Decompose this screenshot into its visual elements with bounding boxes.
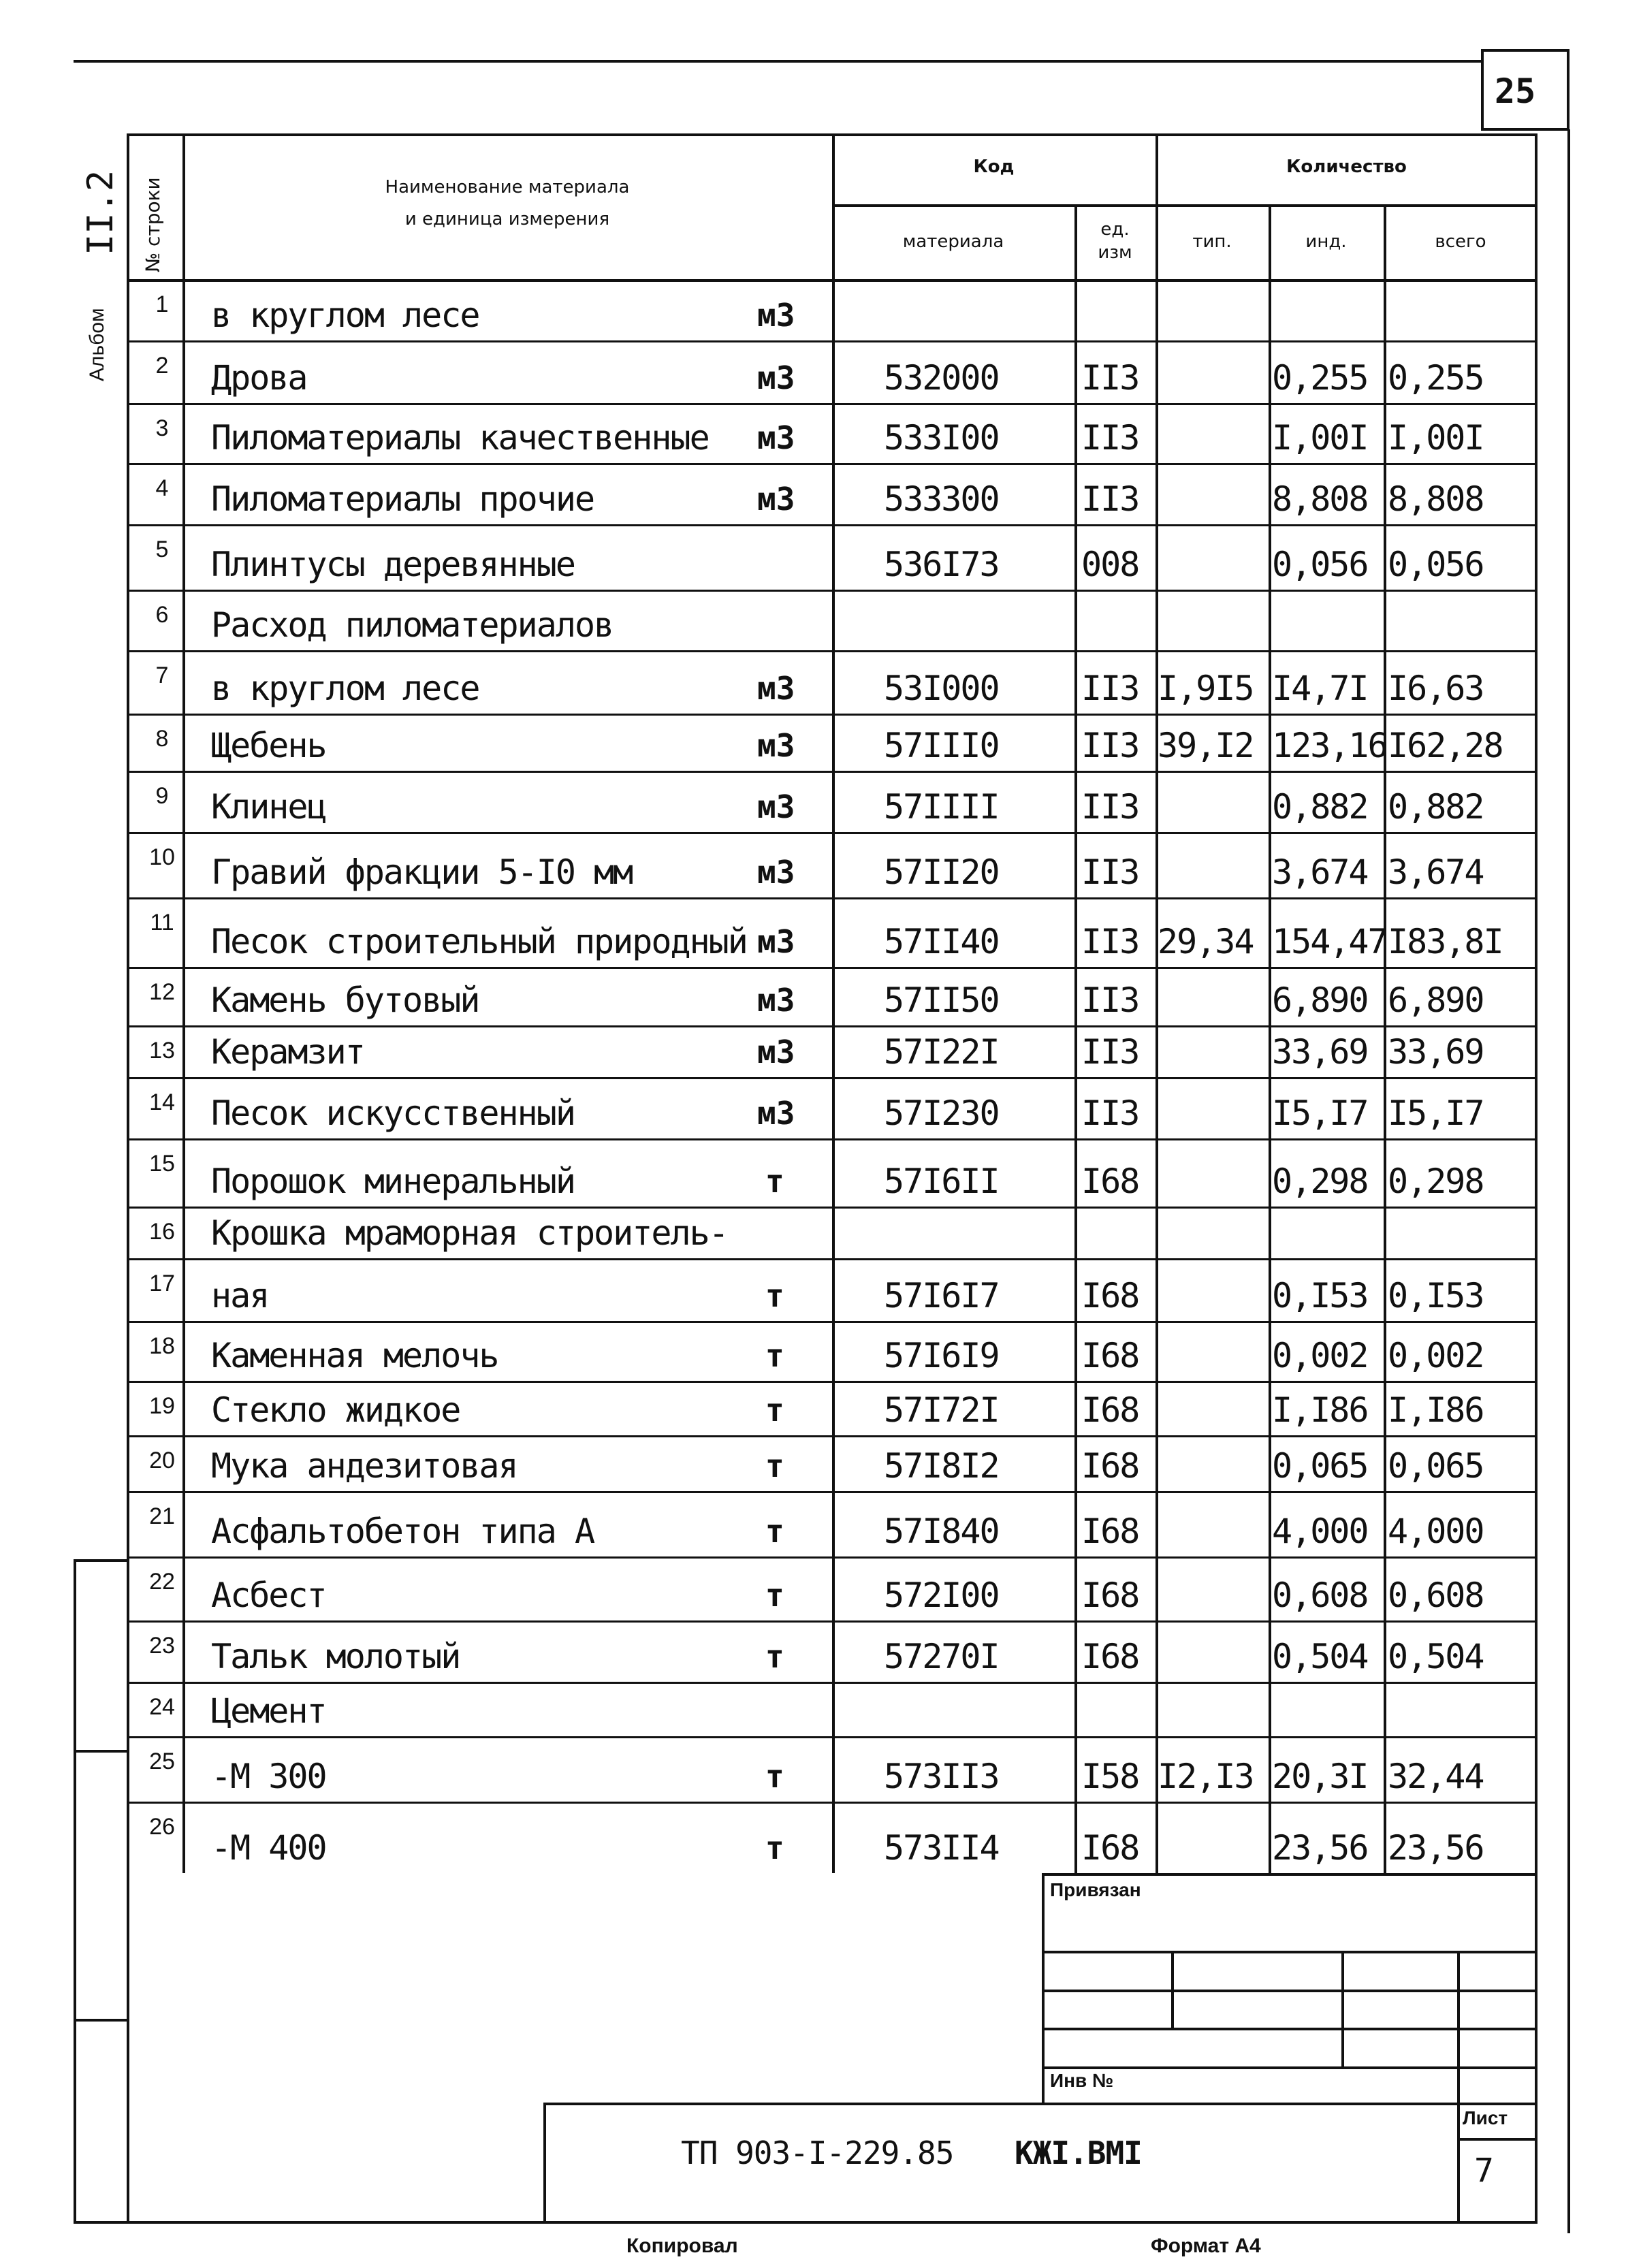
unit-code: I68 [1081,1446,1139,1486]
row-separator [127,1620,1538,1623]
col-line-unitcode [1156,133,1158,1873]
row-separator [127,1077,1538,1079]
qty-total: 4,000 [1388,1512,1484,1551]
row-number: 4 [155,475,169,501]
row-number: 15 [149,1151,175,1177]
unit: т [765,1337,784,1374]
qty-total: 0,882 [1388,787,1484,827]
titleblock-sheet-label: Лист [1463,2107,1508,2128]
row-separator [127,1138,1538,1140]
unit-code: 008 [1081,545,1139,584]
row-separator [127,967,1538,969]
material-name: Тальк молотый [211,1637,460,1676]
titleblock-doc-mark: КЖI.ВМI [1015,2135,1142,2171]
qty-ind: 123,16 [1272,726,1387,765]
qty-ind: 0,002 [1272,1336,1368,1375]
row-separator [127,1556,1538,1559]
row-separator [127,714,1538,716]
unit-code: II3 [1081,358,1139,398]
row-number: 10 [149,844,175,870]
stamp-grid-v2 [1341,1951,1344,2066]
unit-code: II3 [1081,980,1139,1020]
qty-total: 0,255 [1388,358,1484,398]
material-code: 533300 [884,479,999,519]
header-qty-total: всего [1435,231,1486,252]
material-name: в круглом лесе [211,669,479,708]
qty-total: 0,504 [1388,1637,1484,1676]
unit-code: I68 [1081,1276,1139,1315]
row-separator [127,403,1538,405]
right-margin-line [1567,129,1570,2233]
material-code: 57I230 [884,1093,999,1133]
material-name: -М 300 [211,1757,326,1796]
qty-ind: 33,69 [1272,1032,1368,1072]
qty-ind: 0,882 [1272,787,1368,827]
unit-code: I68 [1081,1576,1139,1615]
material-name: Песок искусственный [211,1093,575,1133]
qty-typ: I,9I5 [1158,669,1254,708]
titleblock-top-rule [543,2103,1538,2105]
unit: м3 [757,360,795,396]
qty-ind: 0,I53 [1272,1276,1368,1315]
row-separator [127,1491,1538,1493]
row-number: 11 [150,910,174,936]
row-separator [127,340,1538,342]
row-number: 26 [149,1814,175,1840]
material-code: 57III0 [884,726,999,765]
header-bottom-rule [127,279,1538,282]
stamp-grid-h3 [1042,2028,1538,2030]
unit: м3 [757,297,795,334]
row-separator [127,1381,1538,1383]
margin-tick-4 [74,2221,128,2224]
col-line-name [832,133,835,1873]
material-code: 57I8I2 [884,1446,999,1486]
unit: м3 [757,982,795,1019]
row-separator [127,1025,1538,1027]
unit: м3 [757,670,795,707]
qty-ind: 0,608 [1272,1576,1368,1615]
unit: м3 [757,854,795,891]
row-number: 23 [149,1633,175,1659]
row-number: 8 [155,726,169,752]
footer-format: Формат А4 [1151,2235,1261,2257]
qty-ind: 3,674 [1272,852,1368,892]
qty-total: 0,I53 [1388,1276,1484,1315]
footer-copied: Копировал [626,2235,738,2257]
qty-total: 0,065 [1388,1446,1484,1486]
titleblock-left-line [543,2103,546,2224]
titleblock-sheet-line [1457,2103,1460,2224]
row-separator [127,524,1538,526]
material-name: Асфальтобетон типа А [211,1512,594,1551]
material-name: -М 400 [211,1828,326,1868]
row-number: 5 [155,537,169,562]
header-row-no: № строки [142,177,164,272]
qty-ind: 154,47 [1272,922,1387,961]
qty-ind: 8,808 [1272,479,1368,519]
margin-tick-2 [74,1750,128,1753]
row-number: 20 [149,1448,175,1473]
unit-code: II3 [1081,787,1139,827]
material-code: 53I000 [884,669,999,708]
row-number: 13 [149,1038,175,1064]
material-name: Порошок минеральный [211,1162,575,1201]
material-name: Цемент [211,1691,326,1731]
material-code: 573II4 [884,1828,999,1868]
qty-total: I6,63 [1388,669,1484,708]
unit-code: II3 [1081,852,1139,892]
row-number: 14 [149,1089,175,1115]
row-number: 6 [155,602,169,628]
unit-code: I68 [1081,1637,1139,1676]
material-name: Камень бутовый [211,980,479,1020]
material-name: Асбест [211,1576,326,1615]
unit: т [765,1277,784,1314]
row-separator [127,832,1538,834]
unit: т [765,1638,784,1675]
unit-code: I68 [1081,1162,1139,1201]
col-line-ind [1384,204,1386,1873]
material-name: Стекло жидкое [211,1390,460,1430]
stamp-privyazan: Привязан [1050,1879,1141,1900]
header-code: Код [973,157,1015,177]
titleblock-sheet-rule [1457,2138,1538,2141]
row-number: 19 [149,1393,175,1419]
row-separator [127,1682,1538,1684]
header-name-line1: Наименование материала [385,177,630,197]
material-name: Мука андезитовая [211,1446,517,1486]
unit: т [765,1448,784,1484]
unit: т [765,1163,784,1200]
material-code: 57II20 [884,852,999,892]
unit-code: II3 [1081,726,1139,765]
row-number: 12 [149,979,175,1005]
unit-code: I68 [1081,1336,1139,1375]
material-name: Керамзит [211,1032,364,1072]
row-number: 18 [149,1333,175,1359]
qty-ind: 4,000 [1272,1512,1368,1551]
header-qty-ind: инд. [1305,231,1347,252]
titleblock-sheet-number: 7 [1474,2152,1494,2190]
stamp-left-line [1042,1873,1045,2105]
qty-total: 32,44 [1388,1757,1484,1796]
material-name: Гравий фракции 5-I0 мм [211,852,633,892]
material-code: 536I73 [884,545,999,584]
row-separator [127,590,1538,592]
col-line-rownum [182,133,185,1873]
qty-typ: 29,34 [1158,922,1254,961]
material-name: Клинец [211,787,326,827]
row-number: 24 [149,1694,175,1720]
left-border-margin [74,1559,76,2224]
unit-code: II3 [1081,1032,1139,1072]
material-name: Пиломатериалы прочие [211,479,594,519]
qty-total: 33,69 [1388,1032,1484,1072]
material-code: 57IIII [884,787,999,827]
material-code: 57I72I [884,1390,999,1430]
row-separator [127,771,1538,773]
qty-ind: 23,56 [1272,1828,1368,1868]
qty-ind: I,00I [1272,418,1368,458]
qty-total: 0,056 [1388,545,1484,584]
page-number: 25 [1495,71,1536,111]
row-number: 22 [149,1569,175,1595]
qty-total: 6,890 [1388,980,1484,1020]
material-name: Дрова [211,358,307,398]
unit-code: I68 [1081,1512,1139,1551]
qty-total: 0,002 [1388,1336,1484,1375]
qty-ind: 0,065 [1272,1446,1368,1486]
row-separator [127,897,1538,899]
unit: м3 [757,481,795,517]
row-separator [127,1321,1538,1323]
row-separator [127,463,1538,465]
material-code: 57I6I7 [884,1276,999,1315]
row-number: 25 [149,1748,175,1774]
stamp-inv-no: Инв № [1050,2070,1114,2091]
row-separator [127,1736,1538,1738]
material-name: Каменная мелочь [211,1336,498,1375]
row-number: 7 [155,662,169,688]
material-code: 57I6I9 [884,1336,999,1375]
material-name: Крошка мраморная строитель- [211,1213,728,1253]
qty-total: I62,28 [1388,726,1503,765]
unit: т [765,1513,784,1550]
material-name: Пиломатериалы качественные [211,418,709,458]
material-code: 533I00 [884,418,999,458]
row-number: 3 [155,415,169,441]
row-separator [127,650,1538,652]
unit-code: I68 [1081,1390,1139,1430]
unit-code: II3 [1081,418,1139,458]
unit: т [765,1758,784,1795]
qty-ind: I,I86 [1272,1390,1368,1430]
row-number: 17 [149,1271,175,1296]
header-code-unit-1: ед. [1100,219,1130,240]
row-number: 1 [155,291,169,317]
unit: м3 [757,788,795,825]
unit-code: I58 [1081,1757,1139,1796]
qty-total: I,00I [1388,418,1484,458]
row-number: 2 [155,353,169,379]
qty-ind: 20,3I [1272,1757,1368,1796]
stamp-top-rule [1042,1873,1538,1876]
col-line-code [1074,204,1077,1873]
unit: т [765,1577,784,1614]
material-name: ная [211,1276,269,1315]
stamp-grid-v1 [1171,1951,1174,2028]
unit: м3 [757,923,795,960]
qty-total: 3,674 [1388,852,1484,892]
qty-total: I83,8I [1388,922,1503,961]
top-rule [74,60,1483,63]
header-quantity: Количество [1286,157,1407,177]
qty-ind: I5,I7 [1272,1093,1368,1133]
unit: м3 [757,419,795,456]
qty-typ: 39,I2 [1158,726,1254,765]
unit-code: II3 [1081,669,1139,708]
row-separator [127,1802,1538,1804]
material-code: 532000 [884,358,999,398]
row-number: 9 [155,783,169,809]
material-code: 57I840 [884,1512,999,1551]
margin-tick-1 [74,1559,128,1562]
qty-ind: 0,504 [1272,1637,1368,1676]
unit: м3 [757,1034,795,1070]
material-code: 572I00 [884,1576,999,1615]
qty-ind: 0,056 [1272,545,1368,584]
qty-typ: I2,I3 [1158,1757,1254,1796]
qty-total: 8,808 [1388,479,1484,519]
qty-total: 0,298 [1388,1162,1484,1201]
margin-tick-3 [74,2019,128,2022]
stamp-grid-v3 [1457,1951,1460,2105]
material-code: 57II40 [884,922,999,961]
unit: т [765,1392,784,1428]
material-code: 57270I [884,1637,999,1676]
qty-total: I5,I7 [1388,1093,1484,1133]
qty-ind: I4,7I [1272,669,1368,708]
unit: м3 [757,727,795,764]
stamp-grid-h2 [1042,1990,1538,1992]
unit-code: I68 [1081,1828,1139,1868]
col-line-typ [1269,204,1271,1873]
qty-total: 0,608 [1388,1576,1484,1615]
row-separator [127,1207,1538,1209]
qty-total: 23,56 [1388,1828,1484,1868]
qty-ind: 6,890 [1272,980,1368,1020]
material-name: в круглом лесе [211,296,479,335]
row-separator [127,1435,1538,1437]
row-separator [127,1258,1538,1260]
material-code: 57I22I [884,1032,999,1072]
album-label: Альбом [86,308,108,381]
qty-ind: 0,255 [1272,358,1368,398]
material-name: Плинтусы деревянные [211,545,575,584]
stamp-grid-h4 [1042,2066,1538,2069]
stamp-grid-h1 [1042,1951,1538,1953]
unit-code: II3 [1081,479,1139,519]
unit: т [765,1830,784,1866]
material-name: Щебень [211,726,326,765]
titleblock-doc-code: ТП 903-I-229.85 [681,2135,954,2171]
row-number: 16 [149,1219,175,1245]
unit-code: II3 [1081,922,1139,961]
unit: м3 [757,1095,795,1132]
material-code: 57I6II [884,1162,999,1201]
qty-ind: 0,298 [1272,1162,1368,1201]
header-sub-rule [832,204,1538,207]
header-code-unit-2: изм [1098,242,1132,263]
qty-total: I,I86 [1388,1390,1484,1430]
row-number: 21 [149,1503,175,1529]
header-code-material: материала [902,231,1004,252]
material-name: Песок строительный природный [211,922,747,961]
header-qty-typ: тип. [1192,231,1232,252]
material-code: 57II50 [884,980,999,1020]
album-number: II.2 [80,170,121,255]
header-name-line2: и единица измерения [404,209,610,229]
material-name: Расход пиломатериалов [211,605,614,645]
material-code: 573II3 [884,1757,999,1796]
unit-code: II3 [1081,1093,1139,1133]
